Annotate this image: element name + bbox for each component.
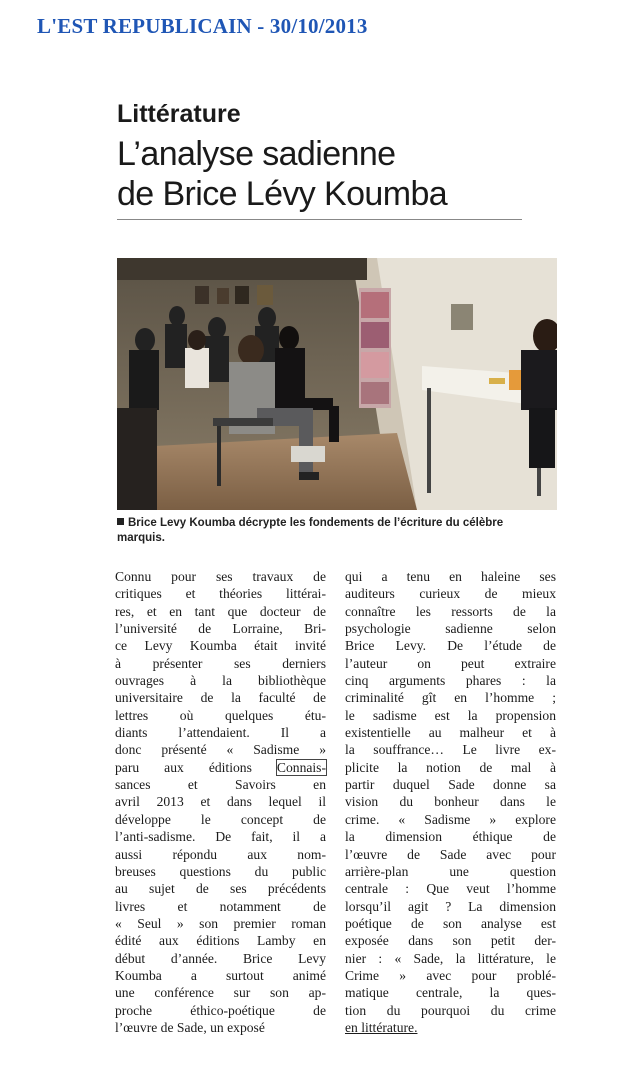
text-line: l’œuvre de Sade, un exposé [115, 1019, 265, 1035]
article-photo [117, 258, 557, 510]
text-line: centrale : Que veut l’homme [345, 881, 556, 897]
text-line: ouvrages à la bibliothèque [115, 673, 326, 689]
text-line: à présenter ses derniers [115, 655, 326, 671]
text-line: partir duquel Sade donne sa [345, 777, 556, 793]
text-line: développe le concept de [115, 811, 326, 827]
text-line: « Seul » son premier roman [115, 915, 326, 931]
article-column-1 [115, 568, 326, 1036]
text-line: plicite la notion de mal à [345, 759, 556, 775]
text-line: connaître les ressorts de la [345, 603, 556, 619]
text-line: Connu pour ses travaux de [115, 569, 326, 584]
text-line: début d’année. Brice Levy [115, 950, 326, 966]
text-line: la souffrance… Le livre ex- [345, 742, 556, 758]
text-line: paru aux éditions Connais- [115, 759, 326, 775]
text-line: livres et notamment de [115, 898, 326, 914]
text-line: l’anti-sadisme. De fait, il a [115, 829, 326, 845]
text-line: critiques et théories littérai- [115, 586, 326, 602]
text-line: Brice Levy. De l’étude de [345, 638, 556, 654]
text-line: cinq arguments phares : la [345, 673, 556, 689]
text-line: tion du pourquoi du crime [345, 1002, 556, 1018]
text-line: psychologie sadienne selon [345, 621, 556, 637]
rubric-heading: Littérature [117, 100, 241, 128]
text-line: universitaire de la faculté de [115, 690, 326, 706]
boxed-word: Connais- [276, 759, 326, 775]
text-line: res, et en tant que docteur de [115, 603, 326, 619]
photo-caption [117, 516, 547, 546]
text-line: Crime » avec pour problé- [345, 967, 556, 983]
text-line: Koumba a surtout animé [115, 967, 326, 983]
text-line: l’œuvre de Sade avec pour [345, 846, 556, 862]
text-line: avril 2013 et dans lequel il [115, 794, 326, 810]
text-line: proche éthico-poétique de [115, 1002, 326, 1018]
conference-photo-icon [117, 258, 557, 510]
text-line: aussi répondu aux nom- [115, 846, 326, 862]
caption-bullet-icon [117, 518, 124, 525]
text-line: exposée dans son petit der- [345, 933, 556, 949]
text-line: qui a tenu en haleine ses [345, 569, 556, 584]
text-line: vision du bonheur dans le [345, 794, 556, 810]
text-line: existentielle au malheur et à [345, 725, 556, 741]
text-line: arrière-plan une question [345, 863, 556, 879]
text-line: criminalité gît en l’homme ; [345, 690, 556, 706]
article-headline [117, 134, 447, 214]
text-line: donc présenté « Sadisme » [115, 742, 326, 758]
headline-divider [117, 219, 522, 220]
text-line: en littérature. [345, 1019, 418, 1035]
text-line: une conférence sur son ap- [115, 985, 326, 1001]
text-line: la dimension éthique de [345, 829, 556, 845]
text-line: l’auteur on peut extraire [345, 655, 556, 671]
text-line: poétique de son analyse est [345, 915, 556, 931]
text-line: auditeurs curieux de mieux [345, 586, 556, 602]
article-column-2 [345, 568, 556, 1036]
text-line: nier : « Sade, la littérature, le [345, 950, 556, 966]
text-line: lorsqu’il agit ? La dimension [345, 898, 556, 914]
text-line: diants l’attendaient. Il a [115, 725, 326, 741]
text-line: le sadisme est la propension [345, 707, 556, 723]
text-line: ce Levy Koumba était invité [115, 638, 326, 654]
text-line: sances et Savoirs en [115, 777, 326, 793]
text-line: crime. « Sadisme » explore [345, 811, 556, 827]
text-line: breuses questions du public [115, 863, 326, 879]
text-line: matique centrale, la ques- [345, 985, 556, 1001]
text-line: l’université de Lorraine, Bri- [115, 621, 326, 637]
text-line: lettres où quelques étu- [115, 707, 326, 723]
text-line: au sujet de ses précédents [115, 881, 326, 897]
headline-line-2: de Brice Lévy Koumba [117, 175, 448, 213]
headline-line-1: L’analyse sadienne [117, 135, 396, 173]
masthead: L'EST REPUBLICAIN - 30/10/2013 [37, 14, 368, 38]
text-line: édité aux éditions Lamby en [115, 933, 326, 949]
caption-text: Brice Levy Koumba décrypte les fondements de l’écriture du célèbre marquis. [117, 517, 504, 544]
